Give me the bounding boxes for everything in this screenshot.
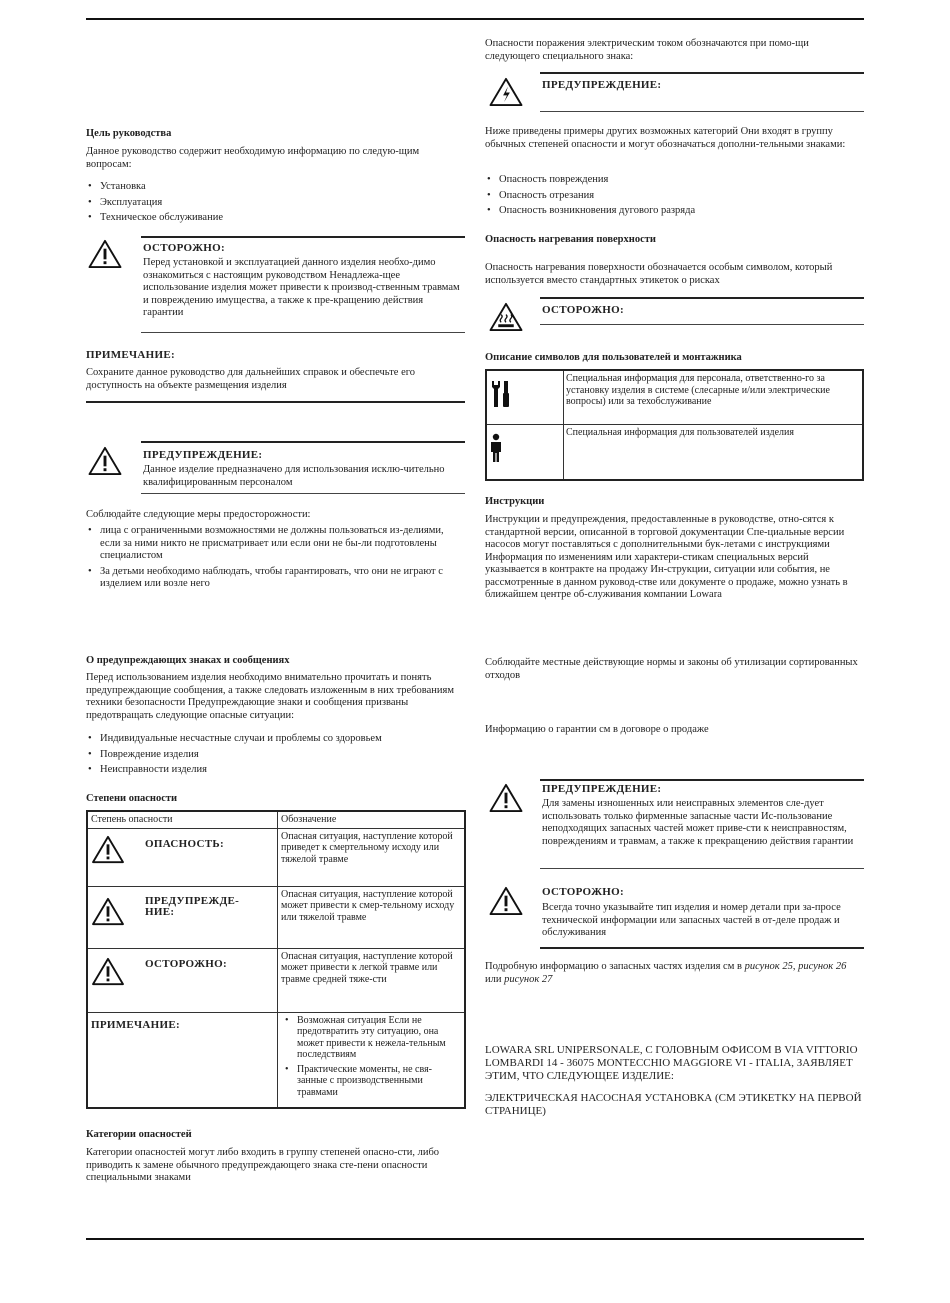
note-text: Сохраните данное руководство для дальнейших справок и обеспечьте его доступность на объекте размещения изделия [86, 367, 416, 391]
symbols-table [485, 369, 864, 481]
warning-bottom-line [141, 493, 465, 494]
signs-text: Перед использованием изделия необходимо внимательно прочитать и понять предупреждающие сообщения, а также следовать изложенным в них требованиям техники безопасности Предупреждающие знаки и сообщения призваны предотвращать следующие опасные ситуации: [86, 672, 455, 721]
other-text: Ниже приведены примеры других возможных категорий Они входят в группу обычных степеней опасности и могут обозначаться дополни-тельными знаками: [485, 126, 846, 150]
electric-text: Опасности поражения электрическим током обозначаются при помо-щи следующего специального знака: [485, 38, 809, 62]
list-item: • Эксплуатация [86, 197, 462, 210]
warning-icon [489, 783, 523, 813]
categories-heading: Категории опасностей [86, 1129, 192, 1140]
table-row: ОПАСНОСТЬ: Опасная ситуация, наступление которой приведет к смертельному исходу или тяжелой травме [87, 828, 465, 886]
figure-link[interactable]: рисунок 26 [798, 961, 847, 972]
caution-title: ОСТОРОЖНО: [542, 886, 624, 898]
list-item: • Повреждение изделия [86, 749, 462, 762]
list-item: • лица с ограниченными возможностями не должны пользоваться из-делиями, если за ними никто не присматривает или если они не бы-ли подготовлены специалистом [86, 525, 462, 563]
warning-bottom-line [540, 868, 864, 869]
list-item: • Опасность повреждения [485, 174, 861, 187]
note-list [281, 1015, 461, 1099]
signs-heading: О предупреждающих знаках и сообщениях [86, 655, 290, 666]
purpose-heading: Цель руководства [86, 128, 172, 139]
table-row: ПРЕДУПРЕЖДЕ-НИЕ: Опасная ситуация, наступление которой может привести к смер-тельному исходу или тяжелой травме [87, 886, 465, 948]
list-item: • Индивидуальные несчастные случаи и проблемы со здоровьем [86, 733, 462, 746]
warning-title: ПРЕДУПРЕЖДЕНИЕ: [143, 449, 263, 461]
warning-icon [88, 446, 122, 476]
purpose-text: Данное руководство содержит необходимую информацию по следую-щим вопросам: [86, 146, 420, 170]
hot-bottom-line [540, 324, 864, 325]
note-bottom-line [86, 401, 465, 403]
warranty-text: Информацию о гарантии см в договоре о продаже [485, 724, 709, 735]
declaration-product: ЭЛЕКТРИЧЕСКАЯ НАСОСНАЯ УСТАНОВКА (СМ ЭТИКЕТКУ НА ПЕРВОЙ СТРАНИЦЕ) [485, 1092, 862, 1117]
figure-link[interactable]: рисунок 27 [504, 973, 553, 985]
electric-top-line [540, 72, 864, 74]
warning-top-line [540, 779, 864, 781]
disposal-text: Соблюдайте местные действующие нормы и законы об утилизации сортированных отходов [485, 657, 858, 681]
hot-heading: Опасность нагревания поверхности [485, 234, 656, 245]
list-item: • За детьми необходимо наблюдать, чтобы гарантировать, что они не играют с изделием или возле него [86, 566, 462, 591]
list-item: • Возможная ситуация Если не предотвратить эту ситуацию, она может привести к нежела-тельным последствиям [283, 1015, 461, 1061]
warning-text: Для замены изношенных или неисправных элементов сле-дует использовать только фирменные запасные части Ис-пользование неподходящих запасных частей может приве-сти к неисправностям, повреждениям и травмам, а также к прекращению действия гарантии [542, 798, 854, 847]
warning-top-line [141, 441, 465, 443]
table-row: Специальная информация для пользователей изделия [486, 424, 863, 480]
electric-bottom-line [540, 111, 864, 112]
list-item: • Неисправности изделия [86, 764, 462, 777]
caution-bottom-line [141, 332, 465, 333]
hazard-levels-table [86, 810, 466, 1109]
user-icon [489, 433, 503, 463]
hot-surface-icon [489, 302, 523, 332]
signs-list [86, 733, 462, 780]
bottom-rule [86, 1238, 864, 1240]
warning-icon [88, 239, 122, 269]
declaration-text: LOWARA SRL UNIPERSONALE, С ГОЛОВНЫМ ОФИСОМ В VIA VITTORIO LOMBARDI 14 - 36075 MONTECCHIO MAGGIORE VI - ITALIA, ЗАЯВЛЯЕТ ЭТИМ, ЧТО СЛЕДУЮЩЕЕ ИЗДЕЛИЕ: [485, 1044, 858, 1082]
list-item: • Опасность отрезания [485, 190, 861, 203]
tools-icon [489, 379, 513, 409]
purpose-list [86, 181, 462, 228]
note-title: ПРИМЕЧАНИЕ: [86, 349, 175, 361]
caution-bottom-line [540, 947, 864, 949]
caution-title: ОСТОРОЖНО: [143, 242, 225, 254]
spare-parts-text: Подробную информацию о запасных частях изделия см в рисунок 25, рисунок 26 или рисунок 27 [485, 961, 847, 985]
precautions-intro: Соблюдайте следующие меры предосторожности: [86, 509, 311, 520]
list-item: • Техническое обслуживание [86, 212, 462, 225]
levels-heading: Степени опасности [86, 793, 178, 804]
warning-text: Данное изделие предназначено для использования исклю-чительно квалифицированным персоналом [143, 464, 445, 488]
hot-title: ОСТОРОЖНО: [542, 304, 624, 316]
hot-text: Опасность нагревания поверхности обозначается особым символом, который используется вместо стандартных этикеток о рисках [485, 262, 833, 286]
warning-icon [92, 835, 124, 864]
top-rule [86, 18, 864, 20]
table-header: Обозначение [278, 811, 466, 828]
list-item: • Практические моменты, не свя-занные с производственными травмами [283, 1064, 461, 1099]
table-row: ПРИМЕЧАНИЕ: • Возможная ситуация Если не предотвратить эту ситуацию, она может привести к нежела-тельным последствиям • Практические моменты, не свя-занные с производственными травмами [87, 1012, 465, 1108]
list-item: • Опасность возникновения дугового разряда [485, 205, 861, 218]
warning-icon [92, 957, 124, 986]
figure-link[interactable]: рисунок 25 [744, 961, 793, 972]
precautions-list [86, 525, 462, 594]
table-row: ОСТОРОЖНО: Опасная ситуация, наступление которой может привести к легкой травме или травме средней тяже-сти [87, 948, 465, 1012]
symbols-heading: Описание символов для пользователей и монтажника [485, 352, 742, 363]
table-row: Специальная информация для персонала, ответственно-го за установку изделия в системе (слесарные и/или электрические вопросы) или за техобслуживание [486, 370, 863, 424]
warning-icon [92, 897, 124, 926]
instructions-text: Инструкции и предупреждения, предоставленные в руководстве, отно-сятся к стандартной версии, описанной в торговой документации Спе-циальные версии насосов могут поставляться с дополнительными бук-летами с инструкциями Информация по изменениям или характери-стикам специальных версий указывается в контракте на продажу Ин-струкции, ситуации или события, не рассмотренные в данном руковод-стве или документе о продаже, можно узнать в ближайшем центре об-служивания компании Lowara [485, 514, 848, 600]
other-list [485, 174, 861, 221]
warning-title: ПРЕДУПРЕЖДЕНИЕ: [542, 783, 662, 795]
caution-top-line [141, 236, 465, 238]
table-header: Степень опасности [87, 811, 278, 828]
instructions-heading: Инструкции [485, 496, 545, 507]
hot-top-line [540, 297, 864, 299]
warning-icon [489, 886, 523, 916]
electric-shock-icon [489, 77, 523, 107]
categories-text: Категории опасностей могут либо входить в группу степеней опасно-сти, либо приводить к замене обычного предупреждающего знака сте-пени опасности специальными знаками [86, 1147, 440, 1183]
caution-text: Всегда точно указывайте тип изделия и номер детали при за-просе технической информации или запасных частей в от-деле продаж и обслуживания [542, 902, 841, 938]
electric-title: ПРЕДУПРЕЖДЕНИЕ: [542, 79, 662, 91]
caution-text: Перед установкой и эксплуатацией данного изделия необхо-димо ознакомиться с настоящим руководством Ненадлежа-щее использование изделия может привести к производ-ственным травмам и повреждению имущества, а также к пре-кращению действия гарантии [143, 257, 460, 318]
list-item: • Установка [86, 181, 462, 194]
